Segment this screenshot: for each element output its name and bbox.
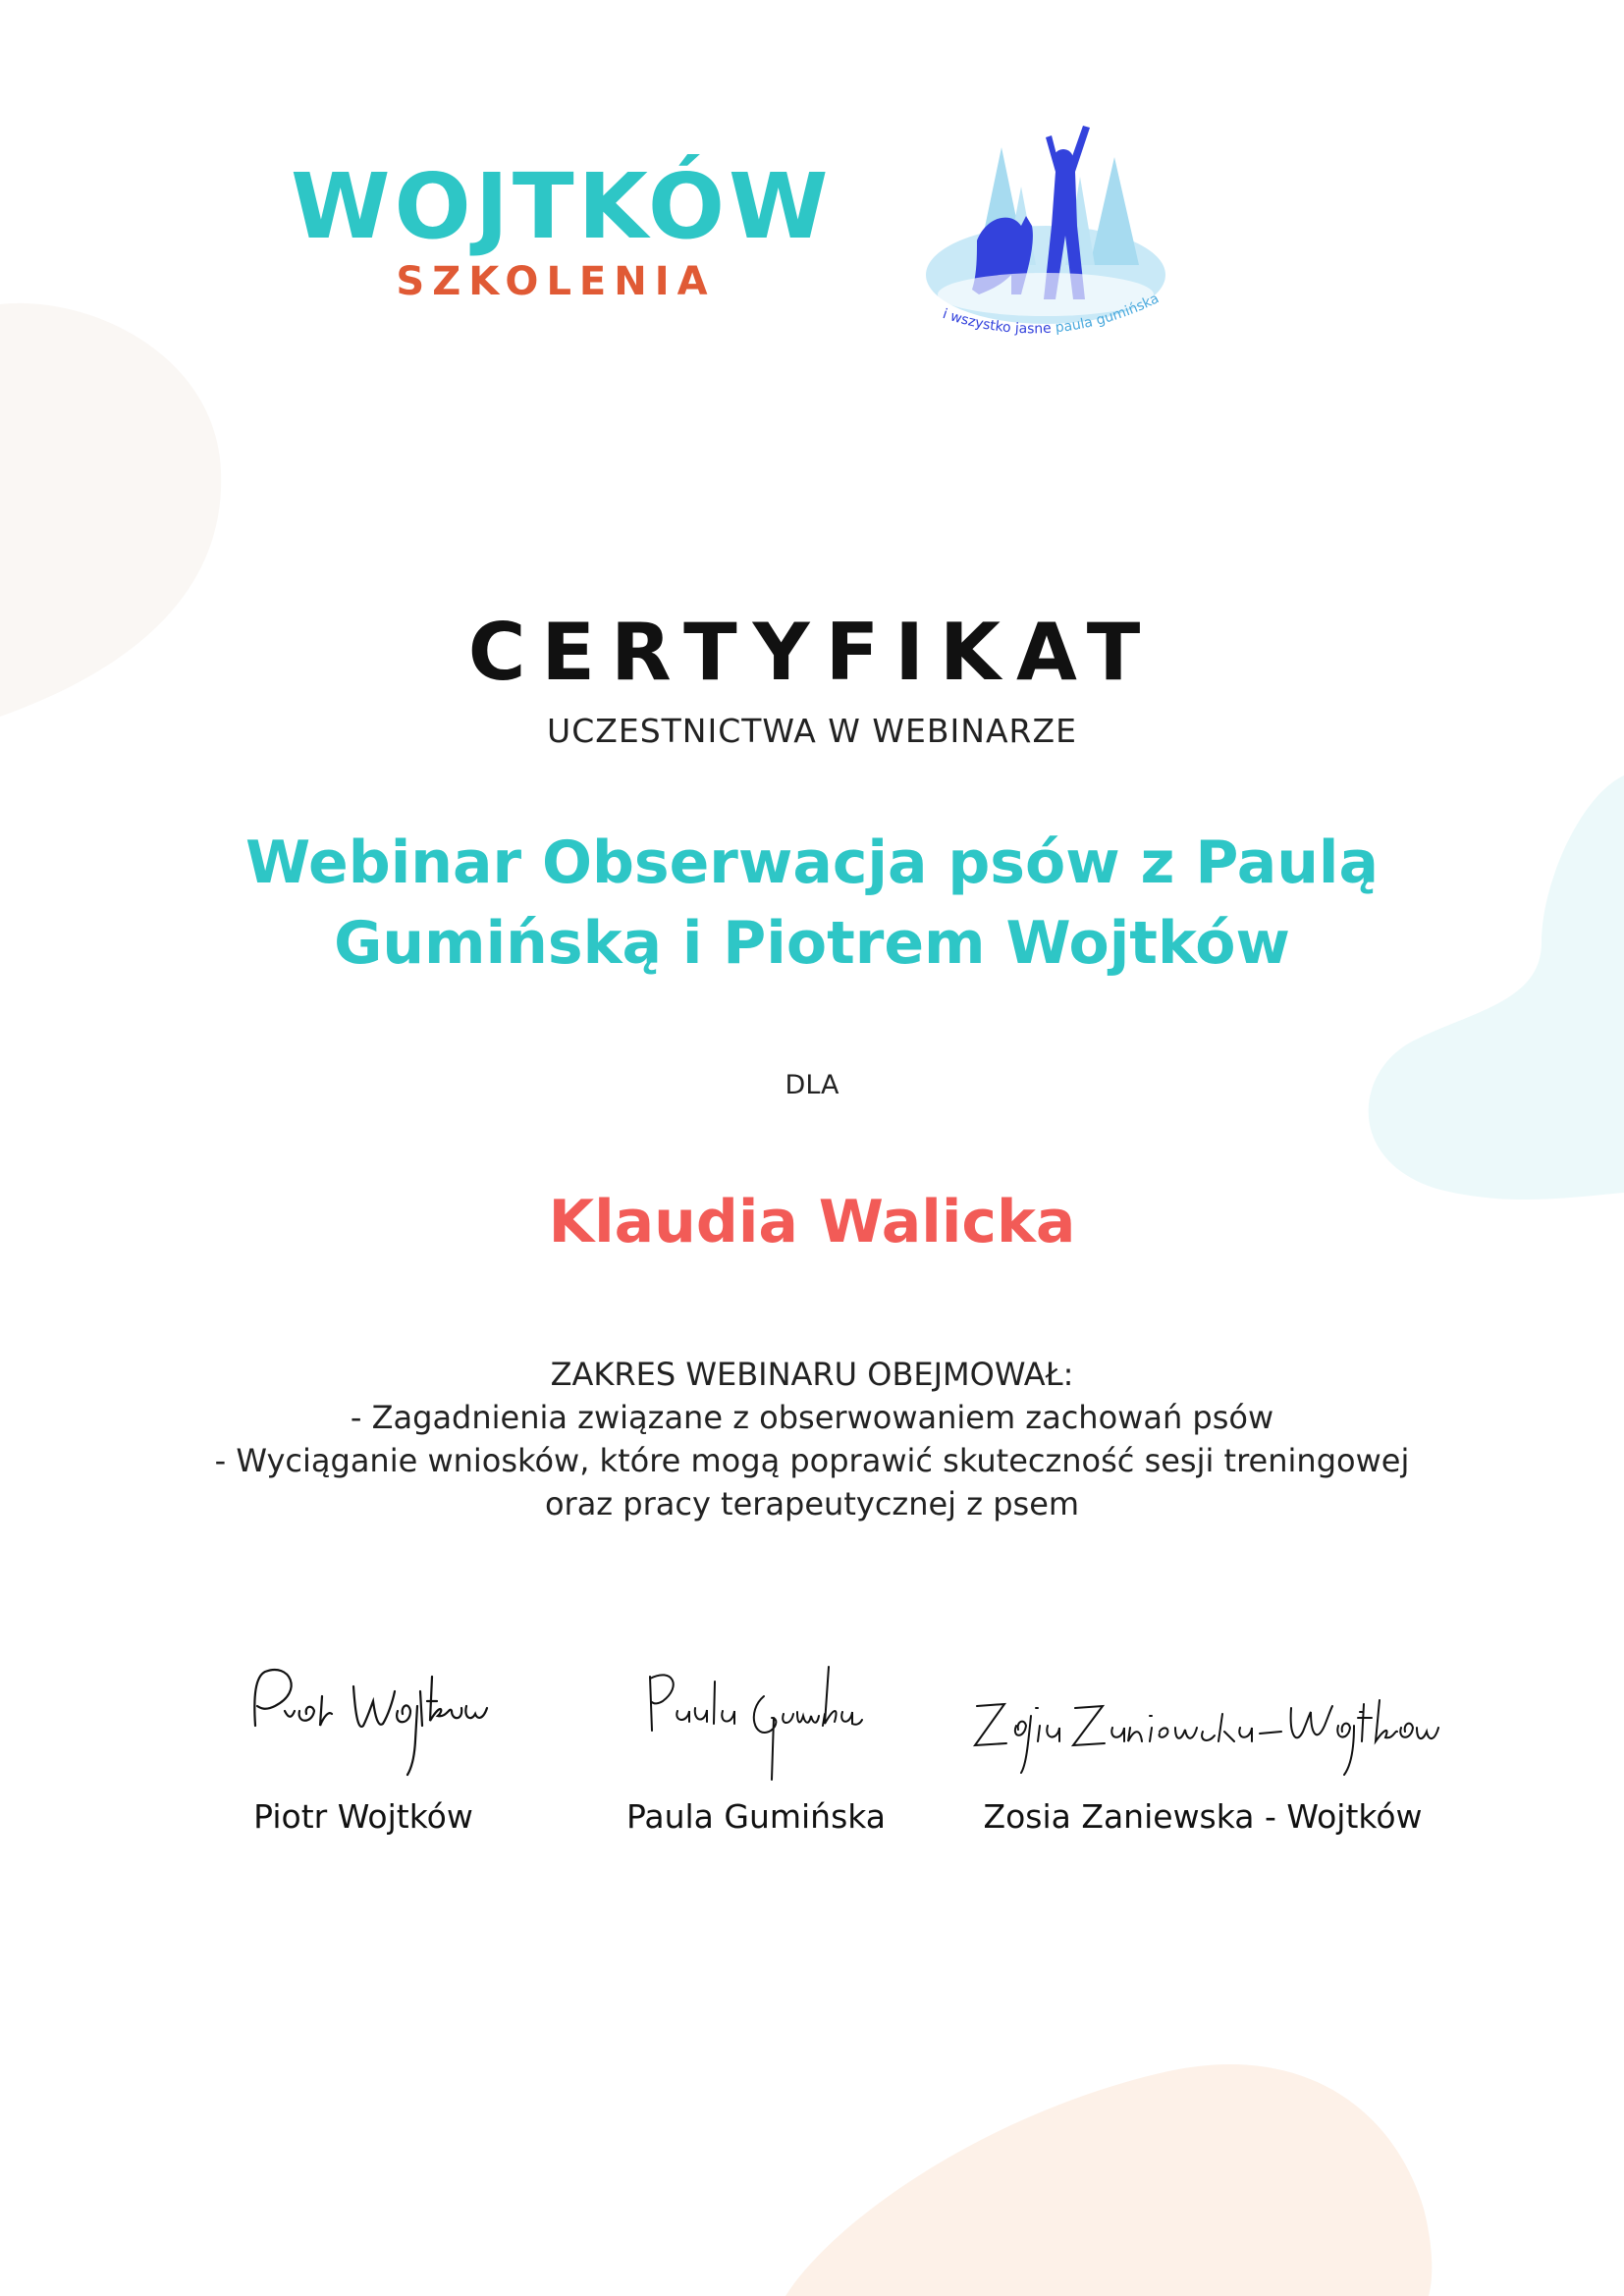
signatory-name: Piotr Wojtków: [253, 1797, 473, 1836]
certificate-subtitle: UCZESTNICTWA W WEBINARZE: [547, 712, 1077, 750]
scope-item: oraz pracy terapeutycznej z psem: [544, 1485, 1080, 1522]
background-blob-bottom: [746, 2052, 1434, 2296]
scope-heading: ZAKRES WEBINARU OBEJMOWAŁ:: [550, 1356, 1074, 1393]
tree-shape: [1090, 157, 1139, 265]
webinar-title-line: Gumińską i Piotrem Wojtków: [334, 909, 1290, 978]
scope-item: - Wyciąganie wniosków, które mogą poprawić skuteczność sesji treningowej: [214, 1442, 1410, 1479]
handwritten-signature: [236, 1657, 491, 1794]
logo-tagline: SZKOLENIA: [396, 259, 716, 304]
for-label: DLA: [785, 1070, 839, 1100]
wojtkow-szkolenia-logo: [291, 154, 833, 304]
logo-caption-part1: i wszystko jasne: [941, 305, 1056, 338]
handwritten-signature: [628, 1657, 884, 1794]
signature-block-paula: [599, 1657, 913, 1836]
signature-block-zosia: [947, 1657, 1458, 1836]
signature-block-piotr: [216, 1657, 511, 1836]
signatory-name: Zosia Zaniewska - Wojtków: [983, 1797, 1423, 1836]
webinar-title-line: Webinar Obserwacja psów z Paulą: [245, 828, 1379, 897]
webinar-scope: [98, 1353, 1526, 1525]
handwritten-signature: [957, 1657, 1448, 1794]
signatory-name: Paula Gumińska: [625, 1797, 887, 1836]
i-wszystko-jasne-logo: [918, 118, 1183, 353]
scope-item: - Zagadnienia związane z obserwowaniem zachowań psów: [350, 1399, 1274, 1436]
certificate-title: CERTYFIKAT: [467, 607, 1157, 698]
logo-wordmark: WOJTKÓW: [291, 154, 833, 259]
logo-caption-part2: paula gumińska: [1055, 291, 1163, 337]
participant-name: Klaudia Walicka: [548, 1188, 1076, 1256]
webinar-title: [147, 823, 1477, 984]
